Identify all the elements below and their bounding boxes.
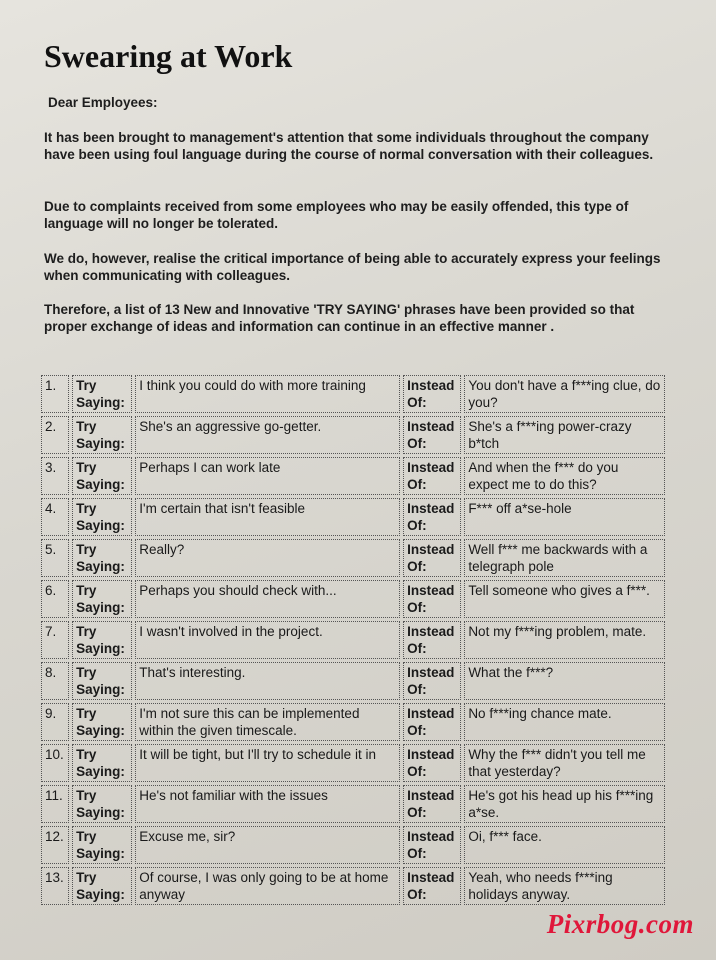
row-number: 3. xyxy=(41,457,69,495)
polite-phrase: It will be tight, but I'll try to schedule it in xyxy=(135,744,400,782)
try-saying-label: Try Saying: xyxy=(72,826,132,864)
row-number: 2. xyxy=(41,416,69,454)
try-saying-label: Try Saying: xyxy=(72,744,132,782)
rude-phrase: What the f***? xyxy=(464,662,665,700)
polite-phrase: I'm certain that isn't feasible xyxy=(135,498,400,536)
row-number: 11. xyxy=(41,785,69,823)
table-row xyxy=(41,580,665,618)
row-number: 9. xyxy=(41,703,69,741)
try-saying-label: Try Saying: xyxy=(72,662,132,700)
polite-phrase: That's interesting. xyxy=(135,662,400,700)
polite-phrase: She's an aggressive go-getter. xyxy=(135,416,400,454)
polite-phrase: Of course, I was only going to be at home anyway xyxy=(135,867,400,905)
instead-of-label: Instead Of: xyxy=(403,457,461,495)
polite-phrase: I'm not sure this can be implemented within the given timescale. xyxy=(135,703,400,741)
try-saying-label: Try Saying: xyxy=(72,580,132,618)
paragraph-importance: We do, however, realise the critical importance of being able to accurately express your feelings when communicating with colleagues. xyxy=(44,251,661,283)
row-number: 12. xyxy=(41,826,69,864)
table-row xyxy=(41,826,665,864)
row-number: 4. xyxy=(41,498,69,536)
table-row xyxy=(41,785,665,823)
polite-phrase: He's not familiar with the issues xyxy=(135,785,400,823)
try-saying-label: Try Saying: xyxy=(72,498,132,536)
instead-of-label: Instead Of: xyxy=(403,580,461,618)
try-saying-label: Try Saying: xyxy=(72,785,132,823)
try-saying-label: Try Saying: xyxy=(72,621,132,659)
phrase-table xyxy=(38,372,668,908)
table-row xyxy=(41,457,665,495)
phrase-table-body xyxy=(41,375,665,905)
instead-of-label: Instead Of: xyxy=(403,826,461,864)
row-number: 10. xyxy=(41,744,69,782)
paragraph-intro: It has been brought to management's attention that some individuals throughout the company have been using foul language during the course of normal conversation with their colleagues. xyxy=(44,130,654,162)
try-saying-label: Try Saying: xyxy=(72,457,132,495)
instead-of-label: Instead Of: xyxy=(403,744,461,782)
rude-phrase: He's got his head up his f***ing a*se. xyxy=(464,785,665,823)
rude-phrase: Tell someone who gives a f***. xyxy=(464,580,665,618)
polite-phrase: I wasn't involved in the project. xyxy=(135,621,400,659)
table-row xyxy=(41,375,665,413)
polite-phrase: Really? xyxy=(135,539,400,577)
instead-of-label: Instead Of: xyxy=(403,498,461,536)
table-row xyxy=(41,539,665,577)
table-row xyxy=(41,498,665,536)
rude-phrase: And when the f*** do you expect me to do this? xyxy=(464,457,665,495)
table-row xyxy=(41,662,665,700)
row-number: 8. xyxy=(41,662,69,700)
paragraph-list-intro: Therefore, a list of 13 New and Innovative 'TRY SAYING' phrases have been provided so that proper exchange of ideas and information can continue in an effective manner . xyxy=(44,302,635,334)
table-row xyxy=(41,744,665,782)
memo-title: Swearing at Work xyxy=(44,38,293,74)
row-number: 5. xyxy=(41,539,69,577)
rude-phrase: Why the f*** didn't you tell me that yesterday? xyxy=(464,744,665,782)
polite-phrase: Excuse me, sir? xyxy=(135,826,400,864)
table-row xyxy=(41,867,665,905)
instead-of-label: Instead Of: xyxy=(403,375,461,413)
instead-of-label: Instead Of: xyxy=(403,703,461,741)
row-number: 7. xyxy=(41,621,69,659)
rude-phrase: Not my f***ing problem, mate. xyxy=(464,621,665,659)
polite-phrase: I think you could do with more training xyxy=(135,375,400,413)
instead-of-label: Instead Of: xyxy=(403,621,461,659)
try-saying-label: Try Saying: xyxy=(72,539,132,577)
rude-phrase: Yeah, who needs f***ing holidays anyway. xyxy=(464,867,665,905)
paragraph-complaints: Due to complaints received from some employees who may be easily offended, this type of language will no longer be tolerated. xyxy=(44,199,629,231)
rude-phrase: Well f*** me backwards with a telegraph pole xyxy=(464,539,665,577)
rude-phrase: No f***ing chance mate. xyxy=(464,703,665,741)
row-number: 13. xyxy=(41,867,69,905)
polite-phrase: Perhaps I can work late xyxy=(135,457,400,495)
row-number: 1. xyxy=(41,375,69,413)
try-saying-label: Try Saying: xyxy=(72,867,132,905)
polite-phrase: Perhaps you should check with... xyxy=(135,580,400,618)
rude-phrase: Oi, f*** face. xyxy=(464,826,665,864)
instead-of-label: Instead Of: xyxy=(403,785,461,823)
watermark: Pixrbog.com xyxy=(546,909,694,939)
table-row xyxy=(41,621,665,659)
instead-of-label: Instead Of: xyxy=(403,867,461,905)
instead-of-label: Instead Of: xyxy=(403,662,461,700)
rude-phrase: You don't have a f***ing clue, do you? xyxy=(464,375,665,413)
table-row xyxy=(41,703,665,741)
instead-of-label: Instead Of: xyxy=(403,539,461,577)
rude-phrase: F*** off a*se-hole xyxy=(464,498,665,536)
rude-phrase: She's a f***ing power-crazy b*tch xyxy=(464,416,665,454)
try-saying-label: Try Saying: xyxy=(72,416,132,454)
try-saying-label: Try Saying: xyxy=(72,375,132,413)
table-row xyxy=(41,416,665,454)
row-number: 6. xyxy=(41,580,69,618)
try-saying-label: Try Saying: xyxy=(72,703,132,741)
instead-of-label: Instead Of: xyxy=(403,416,461,454)
greeting: Dear Employees: xyxy=(48,95,158,110)
